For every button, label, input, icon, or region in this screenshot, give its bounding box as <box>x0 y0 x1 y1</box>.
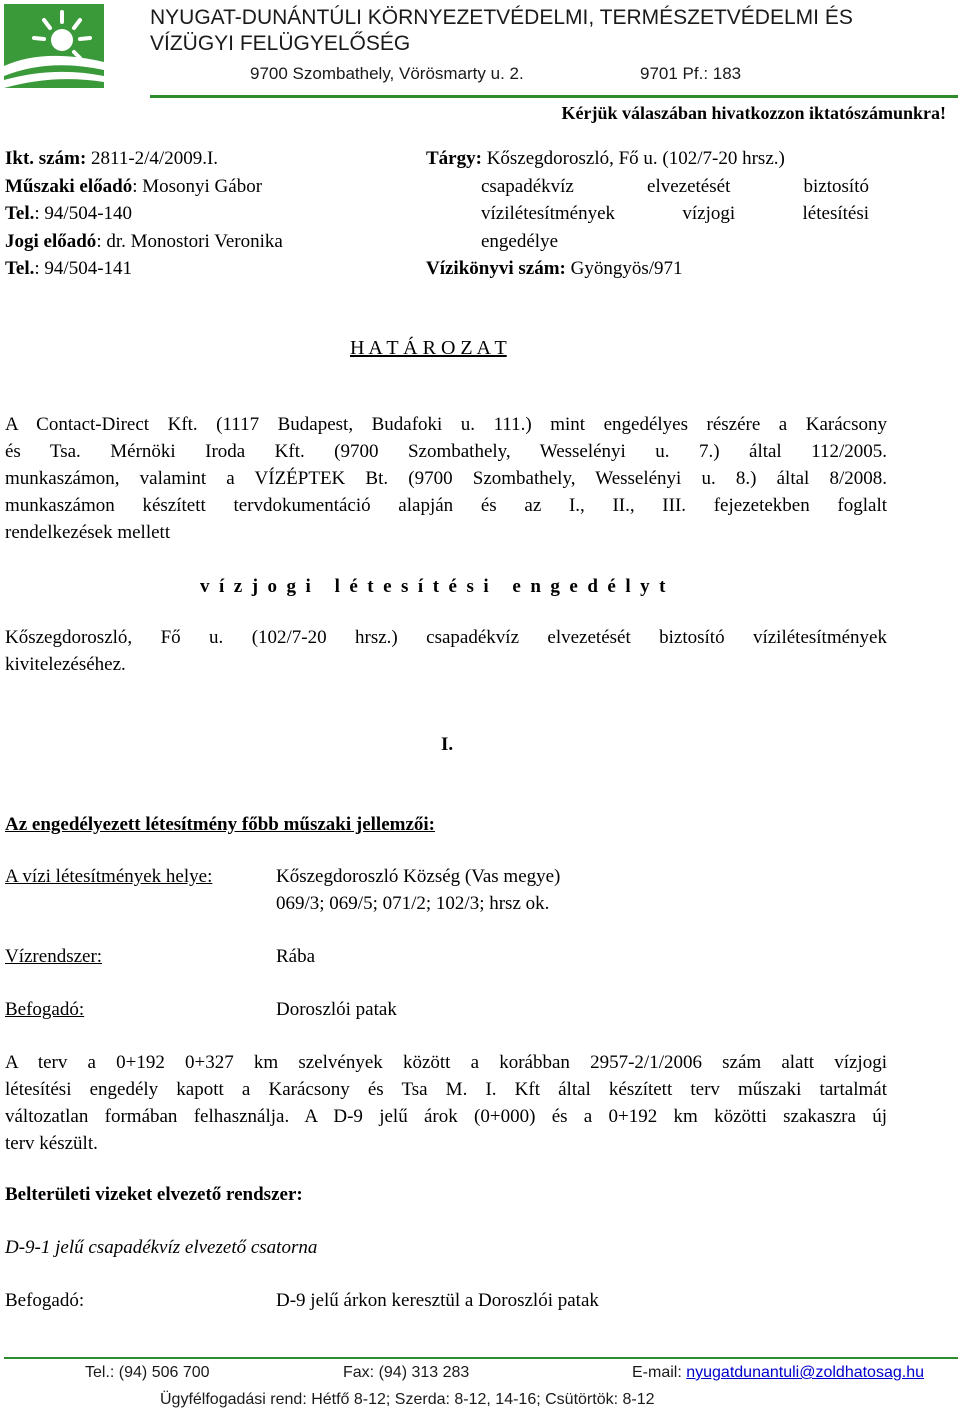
subject-line3 <box>481 203 869 225</box>
header-divider <box>150 95 958 98</box>
sun-landscape-icon <box>4 4 104 88</box>
footer-phone: Tel.: (94) 506 700 <box>85 1364 210 1381</box>
reference-notice: Kérjük válaszában hivatkozzon iktatószámunkra! <box>561 103 946 123</box>
plan-text-line: A terv a 0+192 0+327 km szelvények között a korábban 2957-2/1/2006 szám alatt vízjogi <box>5 1052 887 1073</box>
document-title: H A T Á R O Z A T <box>350 337 507 359</box>
water-system-label: Vízrendszer: <box>5 946 103 967</box>
intro-line: munkaszámon, valamint a VÍZÉPTEK Bt. (9700 Szombathely, Wesselényi u. 8.) által 8/2008. <box>5 468 887 489</box>
water-system-value: Rába <box>276 946 316 967</box>
file-number <box>5 148 218 170</box>
subject-label: Tárgy: <box>426 148 482 169</box>
permit-text-line: Kőszegdoroszló, Fő u. (102/7-20 hrsz.) csapadékvíz elvezetését biztosító vízilétesítmények <box>5 627 887 648</box>
subject-line2 <box>481 176 869 198</box>
footer-fax: Fax: (94) 313 283 <box>343 1364 470 1381</box>
location-parcels: 069/3; 069/5; 071/2; 102/3; hrsz ok. <box>276 893 550 914</box>
plan-text-line: változatlan formában felhasználja. A D-9 jelű árok (0+000) és a 0+192 km közötti szakaszra új <box>5 1106 887 1127</box>
technical-phone-label: Tel. <box>5 203 35 224</box>
footer-email <box>632 1364 924 1382</box>
chapter-number: I. <box>441 734 454 755</box>
technical-phone-value: : 94/504-140 <box>34 203 133 224</box>
subject-word: vízilétesítmények <box>481 203 616 224</box>
technical-officer-label: Műszaki előadó <box>5 176 133 197</box>
water-book-label: Vízikönyvi szám: <box>426 258 566 279</box>
footer-office-hours: Ügyfélfogadási rend: Hétfő 8-12; Szerda: 8-12, 14-16; Csütörtök: 8-12 <box>160 1391 655 1408</box>
org-name-line2: VÍZÜGYI FELÜGYELŐSÉG <box>150 32 411 55</box>
legal-phone-label: Tel. <box>5 258 35 279</box>
plan-text-line: terv készült. <box>5 1133 98 1154</box>
logo <box>4 4 104 88</box>
water-book-number <box>426 258 683 280</box>
legal-officer <box>5 231 283 253</box>
org-address: 9700 Szombathely, Vörösmarty u. 2. <box>250 64 524 83</box>
legal-phone-value: : 94/504-141 <box>34 258 133 279</box>
permit-heading: vízjogi létesítési engedélyt <box>200 576 675 597</box>
subject-line <box>426 148 785 170</box>
legal-phone <box>5 258 132 280</box>
intro-line: és Tsa. Mérnöki Iroda Kft. (9700 Szombathely, Wesselényi u. 7.) által 112/2005. <box>5 441 887 462</box>
intro-line: A Contact-Direct Kft. (1117 Budapest, Budafoki u. 111.) mint engedélyes részére a Karácsony <box>5 414 887 435</box>
drainage-heading: Belterületi vizeket elvezető rendszer: <box>5 1184 303 1205</box>
intro-line: rendelkezések mellett <box>5 522 171 543</box>
file-number-label: Ikt. szám: <box>5 148 87 169</box>
legal-officer-label: Jogi előadó <box>5 231 97 252</box>
section-title: Az engedélyezett létesítmény főbb műszaki jellemzői: <box>5 814 436 835</box>
plan-text-line: létesítési engedély kapott a Karácsony és Tsa M. I. Kft által készített terv műszaki tartalmát <box>5 1079 887 1100</box>
recipient2-label: Befogadó: <box>5 1290 85 1311</box>
email-link[interactable]: nyugatdunantuli@zoldhatosag.hu <box>686 1364 924 1381</box>
subject-word: létesítési <box>802 203 869 224</box>
technical-phone <box>5 203 132 225</box>
permit-text-line: kivitelezéséhez. <box>5 654 126 675</box>
subject-line1: Kőszegdoroszló, Fő u. (102/7-20 hrsz.) <box>481 148 785 169</box>
subject-word: vízjogi <box>682 203 736 224</box>
org-name-line1: NYUGAT-DUNÁNTÚLI KÖRNYEZETVÉDELMI, TERMÉSZETVÉDELMI ÉS <box>150 6 853 29</box>
drainage-channel: D-9-1 jelű csapadékvíz elvezető csatorna <box>5 1237 318 1258</box>
file-number-value: 2811-2/4/2009.I. <box>86 148 219 169</box>
subject-word: csapadékvíz <box>481 176 574 197</box>
legal-officer-value: : dr. Monostori Veronika <box>96 231 283 252</box>
location-value: Kőszegdoroszló Község (Vas megye) <box>276 866 561 887</box>
water-book-value: Gyöngyös/971 <box>565 258 683 279</box>
subject-word: elvezetését <box>647 176 731 197</box>
org-pobox: 9701 Pf.: 183 <box>640 64 742 83</box>
subject-word: biztosító <box>803 176 869 197</box>
intro-line: munkaszámon készített tervdokumentáció alapján és az I., II., III. fejezetekben foglalt <box>5 495 887 516</box>
technical-officer <box>5 176 262 198</box>
footer-email-label: E-mail: <box>632 1364 687 1381</box>
recipient-value: Doroszlói patak <box>276 999 397 1020</box>
recipient-label: Befogadó: <box>5 999 85 1020</box>
footer-divider <box>4 1357 958 1359</box>
recipient2-value: D-9 jelű árkon keresztül a Doroszlói patak <box>276 1290 599 1311</box>
subject-line4: engedélye <box>481 231 559 252</box>
location-label: A vízi létesítmények helye: <box>5 866 213 887</box>
technical-officer-value: : Mosonyi Gábor <box>132 176 263 197</box>
